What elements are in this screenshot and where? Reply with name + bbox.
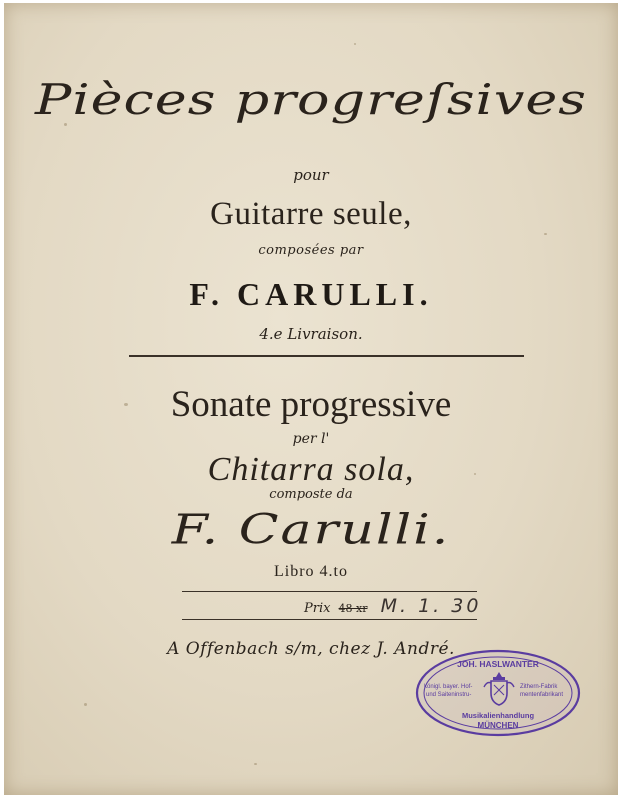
- stamp-bottom-line-2: MÜNCHEN: [477, 721, 519, 730]
- stamp-right-line-2: mentenfabrikant: [520, 692, 564, 698]
- stamp-right-line-1: Zithern-Fabrik: [520, 684, 558, 690]
- price-handwritten-value: M. 1. 30: [380, 595, 482, 617]
- paper-speck: [254, 763, 257, 765]
- price-rule-bottom: [182, 619, 477, 620]
- price-line: [304, 595, 481, 617]
- section-divider: [129, 355, 524, 357]
- french-instrument: Guitarre seule,: [210, 196, 412, 232]
- price-old-value: 48 xr: [338, 602, 368, 615]
- price-label: Prix: [304, 601, 331, 616]
- composte-da-text: composte da: [269, 487, 353, 502]
- libro-text: Libro 4.to: [274, 563, 348, 580]
- stamp-left-line-2: und Saiteninstru-: [426, 692, 472, 698]
- french-composer: F. CARULLI.: [189, 276, 433, 312]
- french-title: Pièces progreſsives: [34, 74, 587, 125]
- stamp-top-text: JOH. HASLWANTER: [457, 659, 539, 669]
- royal-crest-icon: [482, 669, 516, 709]
- price-rule-top: [182, 591, 477, 592]
- italian-instrument: Chitarra sola,: [207, 451, 415, 488]
- italian-composer: F. Carulli.: [171, 506, 451, 554]
- stamp-bottom-line-1: Musikalienhandlung: [461, 711, 535, 720]
- paper-speck: [84, 703, 87, 706]
- stamp-left-line-1: königl. bayer. Hof-: [424, 684, 473, 690]
- italian-title: Sonate progressive: [170, 384, 452, 425]
- paper-speck: [354, 43, 356, 45]
- paper-speck: [544, 233, 547, 235]
- composees-par-text: composées par: [258, 243, 364, 258]
- publisher-line: A Offenbach s/m, chez J. André.: [167, 639, 455, 659]
- per-text: per l': [292, 431, 330, 447]
- pour-text: pour: [293, 166, 329, 184]
- livraison-text: 4.e Livraison.: [259, 325, 363, 343]
